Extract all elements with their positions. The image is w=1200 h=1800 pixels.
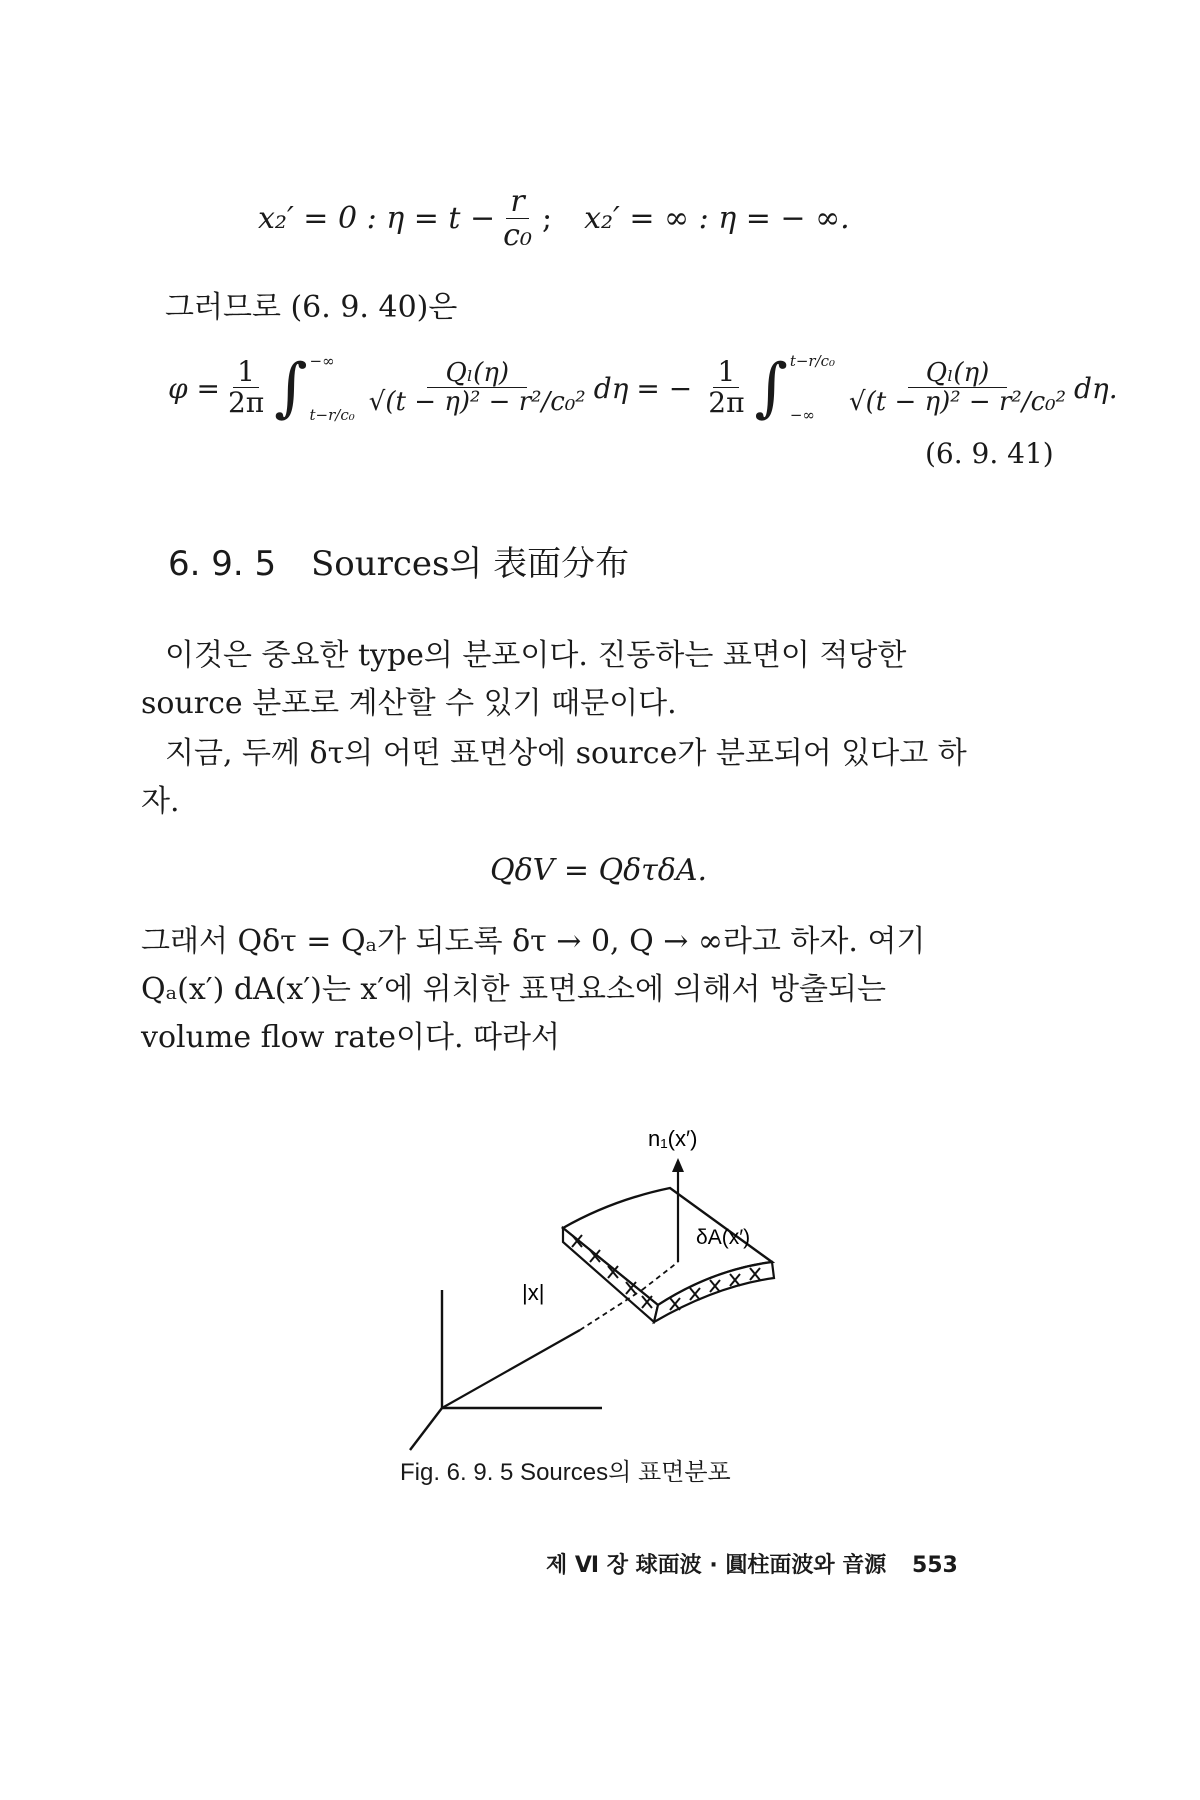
paragraph-3-line-2: Qₐ(x′) dA(x′)는 x′에 위치한 표면요소에 의해서 방출되는 [141,972,886,1007]
integral-sign-2: ∫ [754,351,788,425]
eq-boundary-rhs: x₂′ = ∞ : η = − ∞. [584,201,850,237]
position-vector-line [442,1330,580,1408]
label-area-element: δA(x′) [696,1226,751,1249]
integral-1-upper-limit: −∞ [309,352,335,370]
section-number: 6. 9. 5 [168,544,277,584]
integrand-fraction-1 [365,357,590,417]
prefactor-fraction-1 [224,357,268,418]
prefactor-numerator: 1 [713,357,739,387]
prefactor-fraction-2 [704,357,748,418]
normal-arrowhead [672,1158,684,1172]
integral-2-upper-limit: t−r/c₀ [789,352,836,370]
intro-line: 그러므로 (6. 9. 40)은 [165,290,458,325]
equation-6-9-41 [168,352,1118,424]
eq-boundary-fraction [499,186,536,252]
integral-1-lower-limit: t−r/c₀ [309,406,355,424]
integrand-denominator: √(t − η)² − r²/c₀² [849,386,1066,417]
equals-negative: = − [636,371,693,405]
prefactor-denominator: 2π [708,385,745,419]
eq-boundary-separator: ; [541,201,553,237]
page-number: 553 [911,1553,958,1578]
prefactor-denominator: 2π [227,385,265,419]
integrand-numerator: Qₗ(η) [427,360,527,388]
paragraph-3-line-3: volume flow rate이다. 따라서 [141,1020,560,1055]
axis-diagonal [410,1408,442,1450]
integral-1 [272,352,361,424]
paragraph-1-line-2: source 분포로 계산할 수 있기 때문이다. [141,686,677,721]
equation-number: (6. 9. 41) [925,437,1054,470]
paragraph-2-line-1: 지금, 두께 δτ의 어떤 표면상에 source가 분포되어 있다고 하 [165,736,967,771]
figure-surface-source [380,1120,820,1460]
integrand-denominator: √(t − η)² − r²/c₀² [368,386,586,417]
phi-symbol: φ = [168,371,220,405]
running-footer [546,1548,958,1579]
prefactor-numerator: 1 [233,357,259,387]
integral-2 [752,352,841,424]
section-title: Sources의 表面分布 [310,544,630,584]
label-position-magnitude: |x| [522,1280,545,1305]
integrand-numerator: Qₗ(η) [908,360,1008,388]
label-normal-vector: n₁(x′) [648,1126,698,1151]
fraction-denominator: c₀ [503,217,532,253]
paragraph-2-line-2: 자. [141,784,180,819]
differential-1: dη [593,371,629,405]
fraction-numerator: r [506,186,528,219]
equation-boundary-values [258,186,850,252]
integrand-fraction-2 [845,357,1070,417]
integral-sign-1: ∫ [274,351,308,425]
differential-2: dη. [1074,371,1118,405]
paragraph-1-line-1: 이것은 중요한 type의 분포이다. 진동하는 표면이 적당한 [165,638,907,673]
integral-2-lower-limit: −∞ [789,406,815,424]
figure-caption: Fig. 6. 9. 5 Sources의 표면분포 [400,1459,731,1486]
paragraph-3-line-1: 그래서 Qδτ = Qₐ가 되도록 δτ → 0, Q → ∞라고 하자. 여기 [141,924,926,959]
section-heading [168,536,629,585]
equation-source-volume: QδV = QδτδA. [490,853,708,888]
eq-boundary-lhs: x₂′ = 0 : η = t − [258,201,496,237]
running-footer-text: 제 Ⅵ 장 球面波 · 圓柱面波와 音源 [546,1553,887,1578]
